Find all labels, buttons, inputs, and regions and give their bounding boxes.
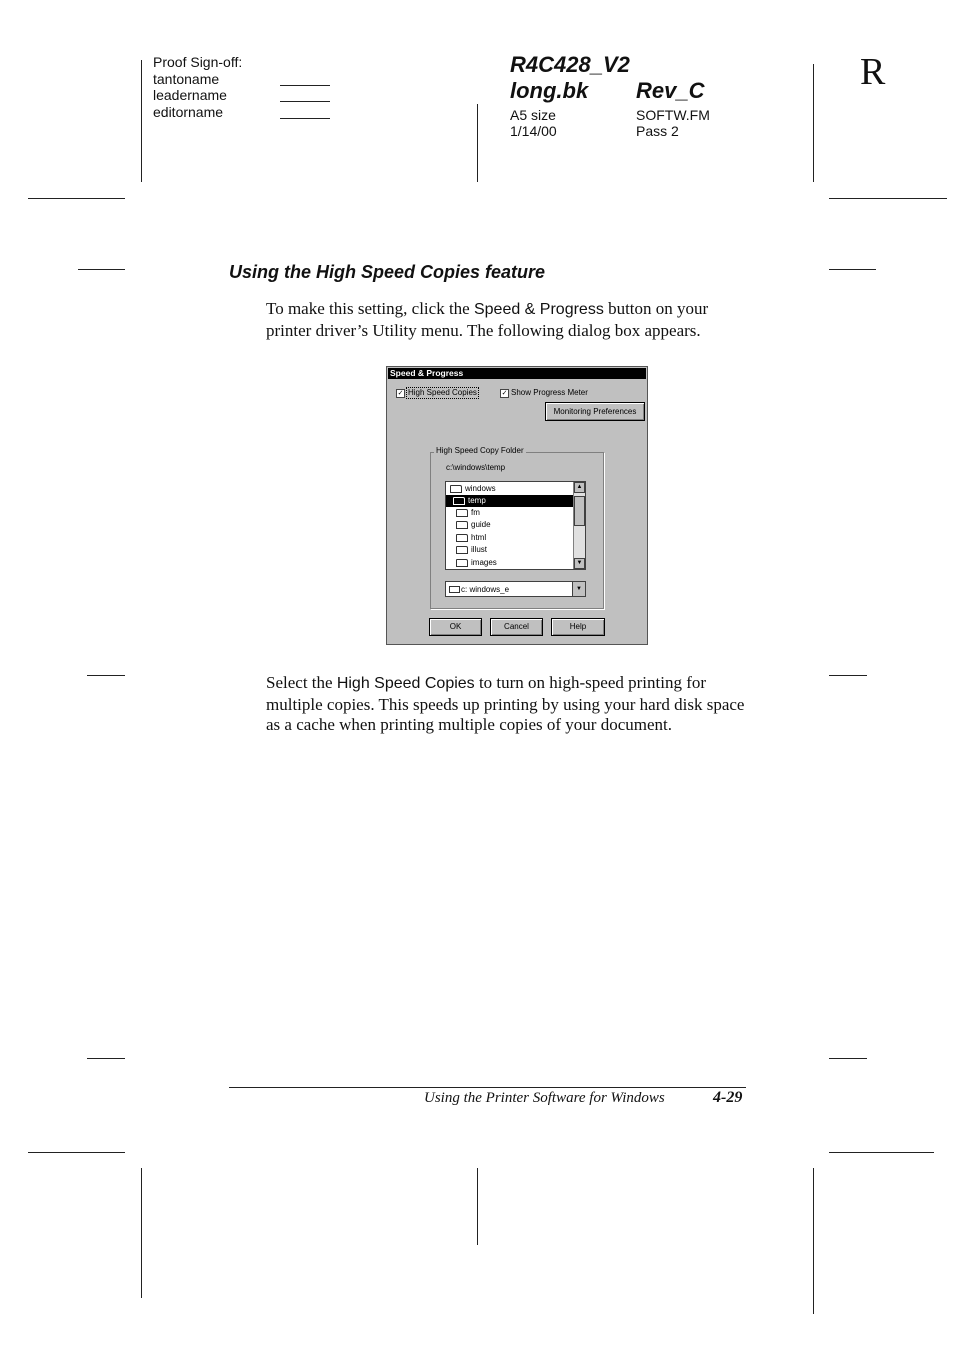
paragraph-text: To make this setting, click the <box>266 299 470 318</box>
leader-name: leadername <box>153 87 227 103</box>
paragraph-text: button on your printer driver’s Utility menu. The following dialog box appears. <box>266 299 709 340</box>
scroll-thumb[interactable] <box>574 496 585 526</box>
open-folder-icon <box>450 485 462 493</box>
folder-label: temp <box>468 496 486 505</box>
tanto-name: tantoname <box>153 70 220 87</box>
crop-mark <box>813 64 814 182</box>
paragraph-text: to turn on high-speed printing for multiple copies. This speeds up printing by using your hard disk space as a cache when printing multiple copies of your document. <box>266 673 745 734</box>
folder-list-scrollbar[interactable] <box>573 482 585 569</box>
paragraph-text: Select the <box>266 673 333 692</box>
drive-value: c: windows_e <box>461 585 510 594</box>
drive-icon <box>449 586 460 593</box>
pass: Pass 2 <box>636 123 679 139</box>
job-title-line2: long.bk <box>510 78 589 103</box>
page-number: 4-29 <box>713 1089 743 1106</box>
folder-item-temp[interactable] <box>446 495 573 507</box>
folder-icon <box>456 546 468 554</box>
help-button[interactable]: Help <box>551 618 605 636</box>
drive-select[interactable] <box>445 581 586 597</box>
paragraph-explanation <box>266 673 748 736</box>
crop-mark <box>829 675 867 676</box>
high-speed-label[interactable]: High Speed Copies <box>408 388 477 397</box>
folder-item-illust[interactable] <box>446 544 573 556</box>
signoff-blank <box>280 118 330 119</box>
crop-mark <box>78 269 125 270</box>
job-title-line1: R4C428_V2 <box>510 52 630 77</box>
crop-mark <box>87 1058 125 1059</box>
dialog-title: Speed & Progress <box>388 368 646 379</box>
folder-label: windows <box>465 484 496 493</box>
crop-mark <box>87 675 125 676</box>
scroll-down-arrow-icon[interactable]: ▼ <box>574 558 585 569</box>
chevron-down-icon[interactable]: ▼ <box>572 582 585 596</box>
folder-item-images[interactable] <box>446 557 573 569</box>
crop-mark <box>28 1152 125 1153</box>
corner-letter: R <box>860 51 886 93</box>
monitoring-preferences-button[interactable]: Monitoring Preferences <box>545 402 645 421</box>
folder-item-fm[interactable] <box>446 507 573 519</box>
crop-mark <box>829 1058 867 1059</box>
scroll-up-arrow-icon[interactable]: ▲ <box>574 482 585 493</box>
progress-meter-label[interactable]: Show Progress Meter <box>511 388 588 397</box>
footer-rule <box>229 1087 746 1088</box>
file-name: SOFTW.FM <box>636 107 710 123</box>
copy-folder-group-label: High Speed Copy Folder <box>436 446 524 455</box>
ui-term: Speed & Progress <box>473 301 604 318</box>
folder-label: guide <box>471 520 491 529</box>
signoff-blank <box>280 101 330 102</box>
crop-mark <box>477 1168 478 1245</box>
signoff-blank <box>280 85 330 86</box>
folder-label: illust <box>471 545 488 554</box>
folder-item-windows[interactable] <box>446 483 573 495</box>
folder-list[interactable] <box>445 481 586 570</box>
crop-mark <box>141 1168 142 1298</box>
section-title: Using the High Speed Copies feature <box>229 262 546 282</box>
revision: Rev_C <box>636 78 705 103</box>
folder-item-html[interactable] <box>446 532 573 544</box>
folder-path: c:\windows\temp <box>446 463 506 472</box>
folder-icon <box>456 509 468 517</box>
paragraph-intro <box>266 299 748 341</box>
ui-term: High Speed Copies <box>336 675 475 692</box>
folder-label: images <box>471 558 497 567</box>
editor-name: editorname <box>153 103 224 120</box>
crop-mark <box>141 60 142 182</box>
crop-mark <box>829 1152 934 1153</box>
proof-signoff-label: Proof Sign-off: <box>153 54 243 70</box>
speed-progress-dialog <box>386 366 648 645</box>
crop-mark <box>829 269 876 270</box>
footer-chapter: Using the Printer Software for Windows <box>424 1090 665 1106</box>
folder-label: fm <box>471 508 480 517</box>
folder-icon <box>456 534 468 542</box>
folder-label: html <box>471 533 487 542</box>
proof-signoff <box>153 54 242 120</box>
high-speed-checkbox[interactable]: ✓ <box>397 390 404 397</box>
ok-button[interactable]: OK <box>429 618 482 636</box>
crop-mark <box>813 1168 814 1314</box>
crop-mark <box>28 198 125 199</box>
folder-icon <box>456 559 468 567</box>
progress-meter-checkbox[interactable]: ✓ <box>501 390 508 397</box>
crop-mark <box>477 104 478 182</box>
date: 1/14/00 <box>510 123 557 139</box>
crop-mark <box>829 198 947 199</box>
folder-icon <box>456 521 468 529</box>
cancel-button[interactable]: Cancel <box>490 618 543 636</box>
folder-item-guide[interactable] <box>446 519 573 531</box>
open-folder-icon <box>453 497 465 505</box>
page-size: A5 size <box>510 107 556 123</box>
